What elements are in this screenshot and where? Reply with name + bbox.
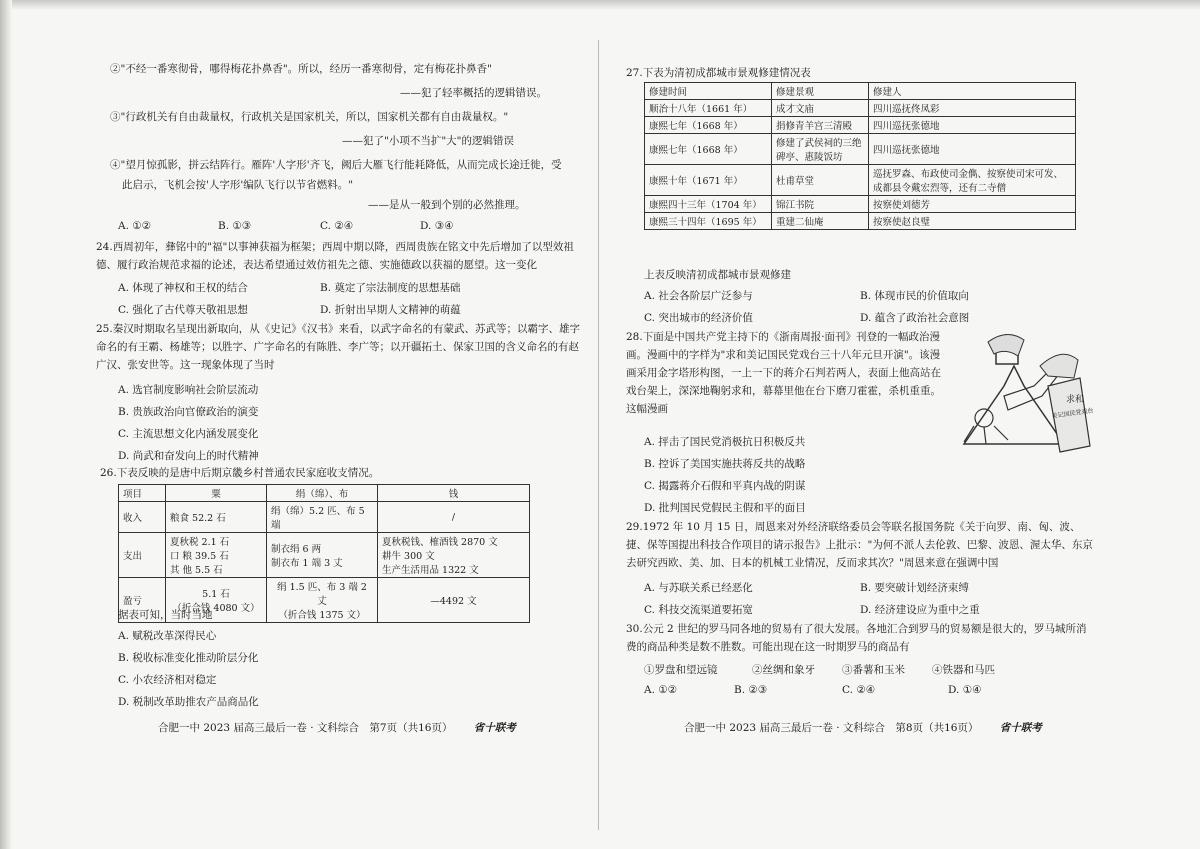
table-cell: 巡抚罗森、布政使司金儁、按察使司宋可发、成都县令戴宏烈等，还有二寺僧 (869, 165, 1076, 196)
table-row (645, 165, 1076, 196)
q24-option-b[interactable]: B. 奠定了宗法制度的思想基础 (320, 282, 461, 294)
brand-mark: 省十联考 (473, 722, 516, 734)
q30-item-2: ②丝绸和象牙 (752, 664, 815, 676)
q25-stem: 25.秦汉时期取名呈现出新取向，从《史记》《汉书》来看，以武字命名的有蒙武、苏武等；以霸字、雄字命名的有王霸、杨雄等；以胜字、广字命名的有陈胜、李广等；以开疆拓土、保家卫国的含义命名的有赵广汉、张安世等。这一现象体现了当时 (96, 323, 580, 371)
q24-option-c[interactable]: C. 强化了古代尊天敬祖思想 (118, 304, 248, 316)
footer-text: 合肥一中 2023 届高三最后一卷 · 文科综合 第8页（共16页） (684, 722, 979, 734)
table-row (645, 134, 1076, 165)
q24-option-d[interactable]: D. 折射出早期人文精神的萌蕴 (320, 304, 461, 316)
q29-stem: 29.1972 年 10 月 15 日，周恩来对外经济联络委员会等联名报国务院《关于向罗、南、匈、波、捷、保等国提出科技合作项目的请示报告》上批示："为何不派人去伦敦、巴黎、波恩、渥太华、东京去研究西欧、美、加、日本的机械工业情况，反而求其次？"周恩来意在强调中国 (626, 521, 1093, 569)
q25-option-b[interactable]: B. 贵族政治向官僚政治的演变 (118, 406, 259, 418)
q23-item-2-comment: ——犯了轻率概括的逻辑错误。 (400, 87, 547, 99)
table-cell: 按察使刘德芳 (869, 196, 1076, 213)
q26-table (118, 484, 530, 623)
q28-option-b[interactable]: B. 控诉了美国实施扶蒋反共的战略 (644, 458, 806, 470)
table-cell: 项目 (119, 485, 166, 502)
q23-option-c[interactable]: C. ②④ (320, 220, 354, 232)
q23-item-3-comment: ——犯了"小项不当扩"大"的逻辑错误 (342, 135, 514, 147)
table-cell: 康熙七年（1668 年） (645, 134, 772, 165)
table-cell: 捐修青羊宫三清殿 (772, 117, 869, 134)
q30-option-c[interactable]: C. ②④ (842, 684, 876, 696)
q30-item-4: ④铁器和马匹 (932, 664, 995, 676)
q23-item-4-cont: 此启示，飞机会按'人字形'编队飞行以节省燃料。" (122, 179, 354, 191)
q25-option-a[interactable]: A. 选官制度影响社会阶层流动 (118, 384, 259, 396)
cartoon-caption: 美记国民党戏台 (1051, 407, 1094, 420)
q29-option-a[interactable]: A. 与苏联关系已经恶化 (644, 582, 753, 594)
q23-option-b[interactable]: B. ①③ (218, 220, 252, 232)
cell-line: 5.1 石 (202, 589, 230, 600)
cell-line: 生产生活用品 1322 文 (382, 565, 479, 576)
table-row (119, 533, 530, 578)
table-cell: 粮食 52.2 石 (166, 502, 267, 533)
table-cell (166, 533, 267, 578)
q27-option-d[interactable]: D. 蕴含了政治社会意图 (860, 312, 970, 324)
q27-option-c[interactable]: C. 突出城市的经济价值 (644, 312, 753, 324)
q25-option-d[interactable]: D. 尚武和奋发向上的时代精神 (118, 450, 259, 462)
table-cell: 修建了武侯祠的三绝碑亭、惠陵饭坊 (772, 134, 869, 165)
table-cell: 康熙三十四年（1695 年） (645, 213, 772, 230)
table-cell: 杜甫草堂 (772, 165, 869, 196)
q23-item-4: ④"望月惊孤影，拼云结阵行。雁阵'人字形'齐飞，阙后大雁飞行能耗降低，从而完成长途迁徙，受 (110, 159, 562, 171)
table-cell: / (378, 502, 530, 533)
q26-stem: 26.下表反映的是唐中后期京畿乡村普通农民家庭收支情况。 (100, 467, 380, 479)
table-cell: 顺治十八年（1661 年） (645, 100, 772, 117)
table-cell: 四川巡抚张德地 (869, 117, 1076, 134)
political-cartoon-image (944, 326, 1094, 456)
q30-option-a[interactable]: A. ①② (644, 684, 678, 696)
q24-stem: 24.西周初年，彝铭中的"福"以事神获福为框架；西周中期以降，西周贵族在铭文中先后增加了以型效祖德、履行政治规范求福的论述，表达希望通过效仿祖先之德、实施德政以获福的愿望。这一变化 (96, 241, 574, 271)
cell-line: 夏秋税钱、榷酒钱 2870 文 (382, 537, 498, 548)
page-fold-divider (598, 40, 599, 830)
scan-edge (0, 0, 12, 849)
page-footer (684, 720, 1042, 735)
table-cell: 康熙七年（1668 年） (645, 117, 772, 134)
table-header-row (645, 83, 1076, 100)
q30-option-d[interactable]: D. ①④ (948, 684, 982, 696)
brand-mark: 省十联考 (999, 722, 1042, 734)
table-cell: 锦江书院 (772, 196, 869, 213)
q30-option-b[interactable]: B. ②③ (734, 684, 768, 696)
table-cell: 绢（绵）、布 (267, 485, 378, 502)
q26-option-a[interactable]: A. 赋税改革深得民心 (118, 630, 217, 642)
q23-item-3: ③"行政机关有自由裁量权，行政机关是国家机关，所以，国家机关都有自由裁量权。" (110, 111, 509, 123)
table-cell: 钱 (378, 485, 530, 502)
q26-after: 据表可知，当时当地 (118, 609, 213, 621)
table-cell: 四川巡抚佟凤彩 (869, 100, 1076, 117)
table-cell: 粟 (166, 485, 267, 502)
table-cell: 收入 (119, 502, 166, 533)
table-row (645, 100, 1076, 117)
table-cell: 盈亏 (119, 578, 166, 623)
q30-item-1: ①罗盘和望远镜 (644, 664, 718, 676)
cell-line: （折合钱 1375 文） (278, 610, 366, 621)
scan-edge (0, 0, 1200, 10)
q23-item-2: ②"不经一番寒彻骨，哪得梅花扑鼻香"。所以，经历一番寒彻骨，定有梅花扑鼻香" (110, 63, 492, 75)
q27-after: 上表反映清初成都城市景观修建 (644, 269, 791, 281)
table-cell: 支出 (119, 533, 166, 578)
table-header-row (119, 485, 530, 502)
table-row (645, 117, 1076, 134)
table-row (645, 213, 1076, 230)
q30-item-3: ③番薯和玉米 (842, 664, 905, 676)
table-cell: —4492 文 (378, 578, 530, 623)
cell-line: 制衣绢 6 两 (271, 544, 322, 555)
q24-option-a[interactable]: A. 体现了神权和王权的结合 (118, 282, 248, 294)
cell-line: （折合钱 4080 文） (172, 603, 260, 614)
table-cell: 康熙十年（1671 年） (645, 165, 772, 196)
table-cell: 修建景观 (772, 83, 869, 100)
q25-option-c[interactable]: C. 主流思想文化内涵发展变化 (118, 428, 259, 440)
table-cell: 重建二仙庵 (772, 213, 869, 230)
table-cell: 修建时间 (645, 83, 772, 100)
table-cell: 修建人 (869, 83, 1076, 100)
q27-option-b[interactable]: B. 体现市民的价值取向 (860, 290, 969, 302)
q26-option-c[interactable]: C. 小农经济相对稳定 (118, 674, 217, 686)
cell-line: 夏秋税 2.1 石 (170, 537, 230, 548)
table-row (119, 502, 530, 533)
q28-stem: 28.下面是中国共产党主持下的《浙南周报·面刊》刊登的一幅政治漫画。漫画中的字样为"求和美记国民党戏台三十八年元旦开演"。该漫画采用金字塔形构图，一上一下的蒋介石判若两人，表面上他高站在戏台架上，深深地鞠躬求和，幕幕里他在台下磨刀霍霍，杀机重重。这幅漫画 (626, 331, 941, 415)
table-cell: 四川巡抚张德地 (869, 134, 1076, 165)
q27-table (644, 82, 1076, 230)
q27-stem: 27.下表为清初成都城市景观修建情况表 (626, 67, 811, 79)
q23-option-a[interactable]: A. ①② (118, 220, 152, 232)
q27-option-a[interactable]: A. 社会各阶层广泛参与 (644, 290, 753, 302)
cell-line: 制衣布 1 端 3 丈 (271, 558, 343, 569)
cell-line: 耕牛 300 文 (382, 551, 435, 562)
q28-option-d[interactable]: D. 批判国民党假民主假和平的面目 (644, 502, 806, 514)
table-cell (378, 533, 530, 578)
table-cell: 成才文庙 (772, 100, 869, 117)
table-row (645, 196, 1076, 213)
q29-option-b[interactable]: B. 要突破计划经济束缚 (860, 582, 969, 594)
table-cell (267, 533, 378, 578)
table-cell: 按察使赵良璧 (869, 213, 1076, 230)
q28-option-c[interactable]: C. 揭露蒋介石假和平真内战的阴谋 (644, 480, 806, 492)
q29-option-c[interactable]: C. 科技交流渠道要拓宽 (644, 604, 753, 616)
page-footer (158, 720, 516, 735)
q26-option-b[interactable]: B. 税收标准变化推动阶层分化 (118, 652, 259, 664)
table-cell: 绢（绵）5.2 匹、布 5 端 (267, 502, 378, 533)
q26-option-d[interactable]: D. 税制改革助推农产品商品化 (118, 696, 259, 708)
q23-item-4-comment: ——是从一般到个别的必然推理。 (368, 199, 526, 211)
cell-line: 口 粮 39.5 石 (170, 551, 229, 562)
q29-option-d[interactable]: D. 经济建设应为重中之重 (860, 604, 980, 616)
footer-text: 合肥一中 2023 届高三最后一卷 · 文科综合 第7页（共16页） (158, 722, 453, 734)
table-cell (267, 578, 378, 623)
table-cell: 康熙四十三年（1704 年） (645, 196, 772, 213)
q30-stem: 30.公元 2 世纪的罗马同各地的贸易有了很大发展。各地汇合到罗马的贸易额是很大的，罗马城所消费的商品种类是数不胜数。可能出现在这一时期罗马的商品有 (626, 623, 1087, 653)
cell-line: 其 他 5.5 石 (170, 565, 223, 576)
q23-option-d[interactable]: D. ③④ (420, 220, 454, 232)
cell-line: 绢 1.5 匹、布 3 端 2 丈 (277, 582, 367, 607)
cartoon-caption: 求和 (1066, 395, 1085, 405)
q28-option-a[interactable]: A. 抨击了国民党消极抗日积极反共 (644, 436, 806, 448)
